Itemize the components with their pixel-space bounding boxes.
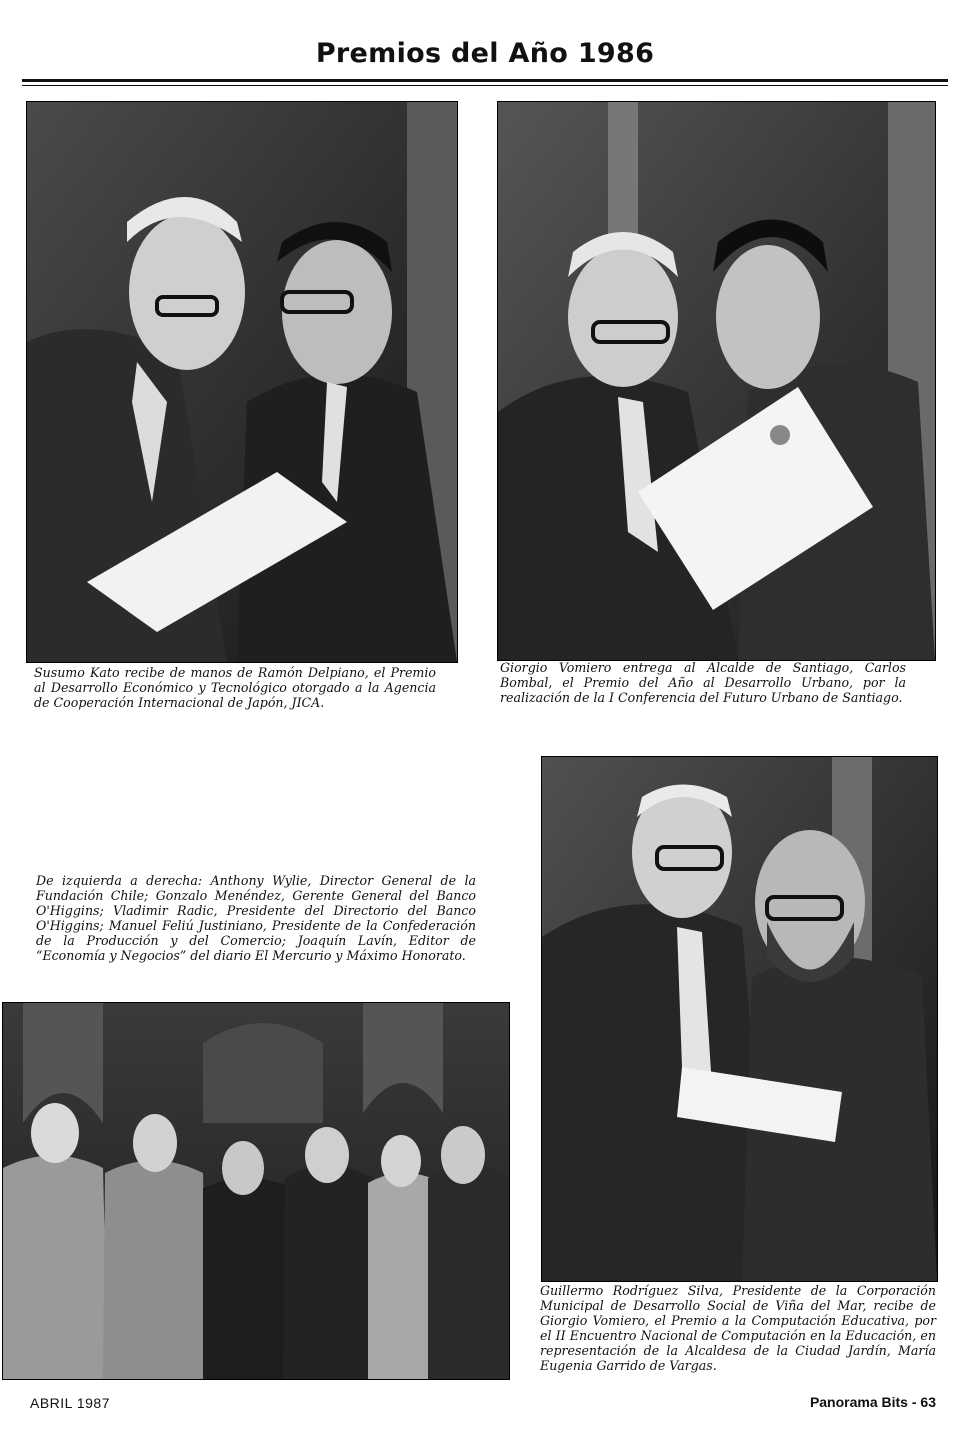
title-rule-thin <box>22 85 948 86</box>
photo-group-six-men <box>2 1002 510 1380</box>
caption-photo2: Giorgio Vomiero entrega al Alcalde de Santiago, Carlos Bombal, el Premio del Año al Desarrollo Urbano, por la realización de la I Conferencia del Futuro Urbano de Santiago. <box>500 660 906 705</box>
caption-photo4: Guillermo Rodríguez Silva, Presidente de la Corporación Municipal de Desarrollo Social de Viña del Mar, recibe de Giorgio Vomiero, el Premio a la Computación Educativa, por el II Encuentro Nacional de Computación en la Educación, en representación de la Alcaldesa de la Ciudad Jardín, María Eugenia Garrido de Vargas. <box>540 1283 936 1373</box>
photo-rodriguez-vomiero <box>541 756 938 1282</box>
footer-publication: Panorama Bits - 63 <box>809 1394 936 1410</box>
footer-date: ABRIL 1987 <box>30 1395 110 1411</box>
caption-photo3: De izquierda a derecha: Anthony Wylie, Director General de la Fundación Chile; Gonzalo Menéndez, Gerente General del Banco O'Higgins; Vladimir Radic, Presidente del Directorio del Banco O'Higgins; Manuel Feliú Justiniano, Presidente de la Confederación de la Producción y del Comercio; Joaquín Lavín, Editor de “Economía y Negocios” del diario El Mercurio y Máximo Honorato. <box>36 873 476 963</box>
photo-kato-delpiano <box>26 101 458 663</box>
caption-photo1: Susumo Kato recibe de manos de Ramón Delpiano, el Premio al Desarrollo Económico y Tecnológico otorgado a la Agencia de Cooperación Internacional de Japón, JICA. <box>34 665 436 710</box>
photo-vomiero-bombal <box>497 101 936 661</box>
page-title: Premios del Año 1986 <box>315 38 655 69</box>
title-rule-thick <box>22 79 948 82</box>
